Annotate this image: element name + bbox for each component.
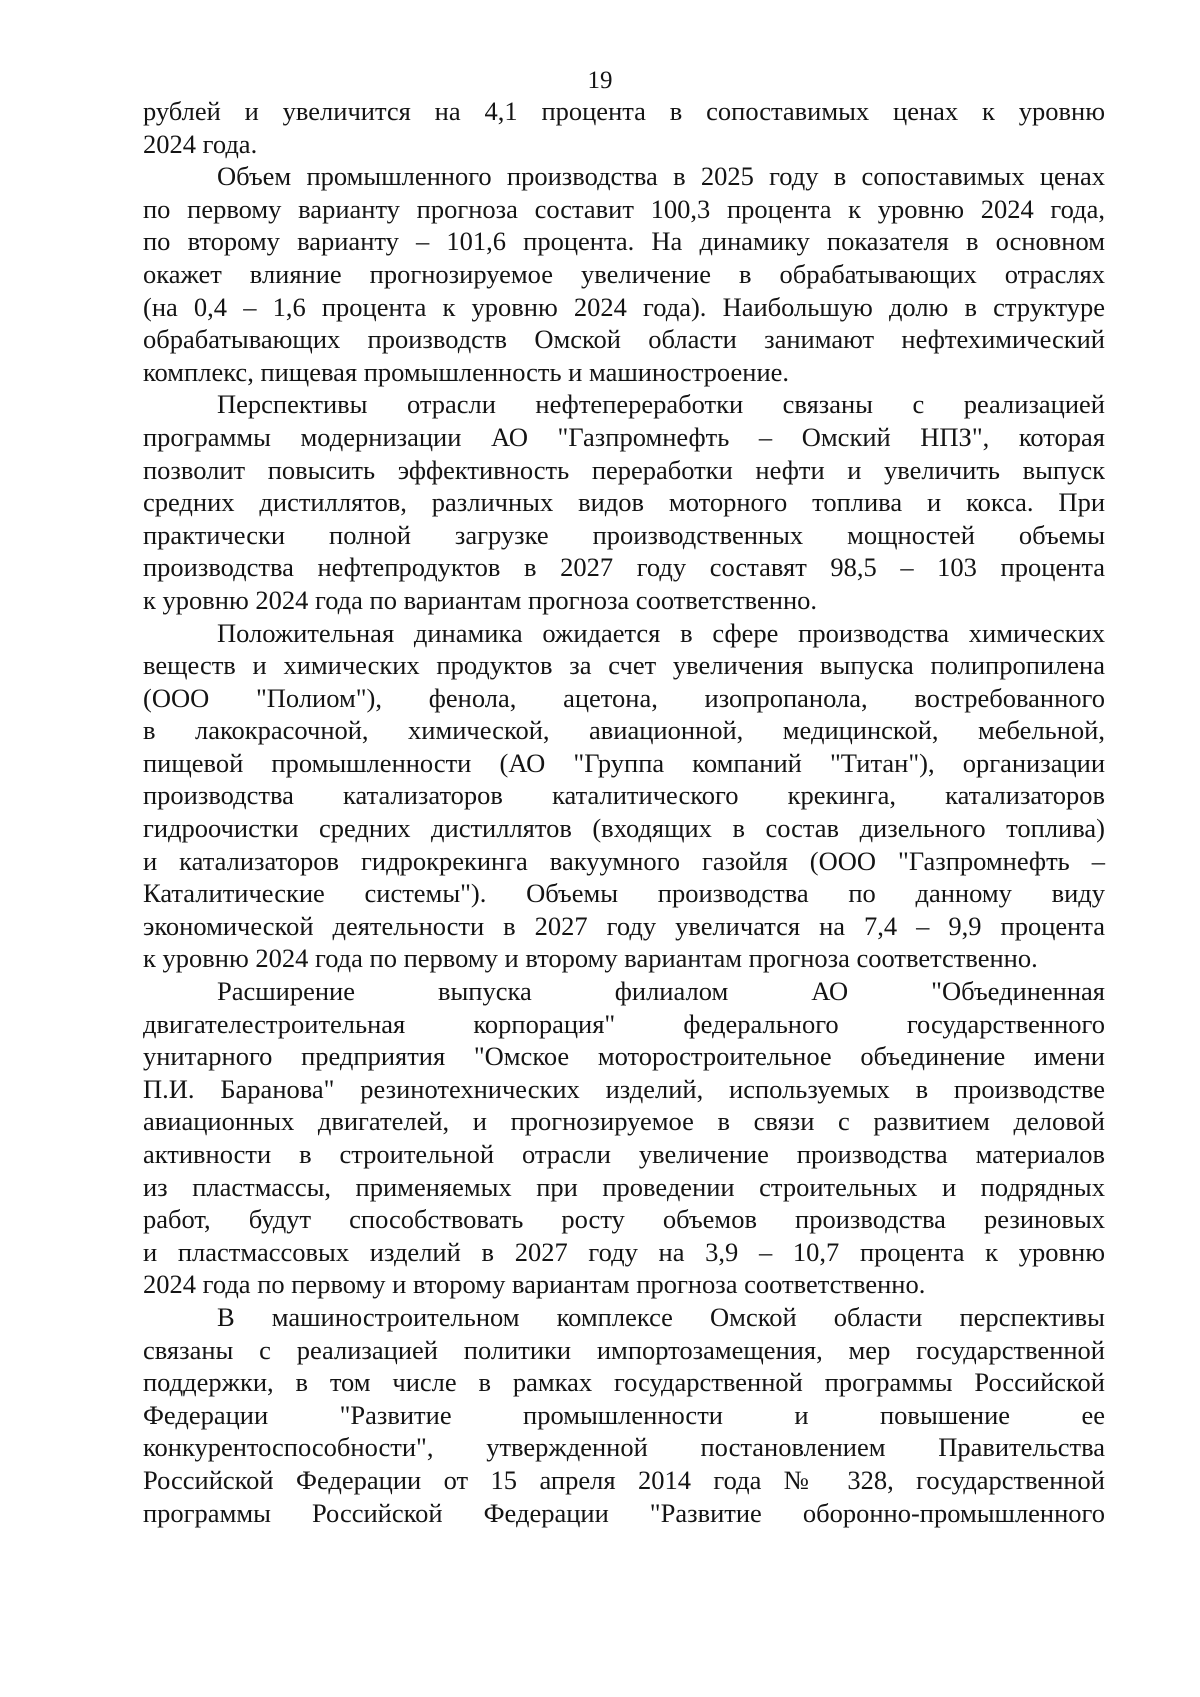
text-line: производства катализаторов каталитического крекинга, катализаторов [143,780,1105,811]
text-line: 2024 года по первому и второму вариантам прогноза соответственно. [143,1269,926,1300]
text-line: Объем промышленного производства в 2025 году в сопоставимых ценах [217,161,1105,192]
text-line: пищевой промышленности (АО "Группа компаний "Титан"), организации [143,747,1105,778]
text-line: практически полной загрузке производственных мощностей объемы [143,519,1105,550]
text-line: и пластмассовых изделий в 2027 году на 3,9 – 10,7 процента к уровню [143,1236,1105,1267]
text-line: и катализаторов гидрокрекинга вакуумного газойля (ООО "Газпромнефть – [143,845,1105,876]
text-line: окажет влияние прогнозируемое увеличение в обрабатывающих отраслях [143,258,1105,289]
text-line: программы модернизации АО "Газпромнефть – Омский НПЗ", которая [143,421,1105,452]
text-line: активности в строительной отрасли увеличение производства материалов [143,1139,1105,1169]
paragraph [143,388,1105,616]
text-line: Каталитические системы"). Объемы производства по данному виду [143,878,1105,909]
text-line: унитарного предприятия "Омское моторостроительное объединение имени [143,1041,1105,1072]
text-line: позволит повысить эффективность переработки нефти и увеличить выпуск [143,454,1105,485]
text-line: рублей и увеличится на 4,1 процента в сопоставимых ценах к уровню [143,96,1105,126]
page-number: 19 [587,67,613,94]
text-line: связаны с реализацией политики импортозамещения, мер государственной [143,1334,1105,1365]
text-line: из пластмассы, применяемых при проведении строительных и подрядных [143,1171,1105,1202]
text-line: Расширение выпуска филиалом АО "Объединенная [217,976,1105,1007]
text-line: обрабатывающих производств Омской области занимают нефтехимический [143,324,1105,355]
text-line: конкурентоспособности", утвержденной постановлением Правительства [143,1432,1105,1463]
paragraph [143,95,1105,160]
text-line: Российской Федерации от 15 апреля 2014 года № 328, государственной [143,1464,1105,1495]
text-line: работ, будут способствовать росту объемов производства резиновых [143,1204,1105,1235]
paragraph [143,617,1105,976]
paragraph [143,975,1105,1301]
text-line: производства нефтепродуктов в 2027 году составят 98,5 – 103 процента [143,552,1105,583]
text-line: средних дистиллятов, различных видов моторного топлива и кокса. При [143,487,1105,518]
document-body [143,95,1105,1529]
text-line: веществ и химических продуктов за счет увеличения выпуска полипропилена [143,650,1105,681]
text-line: (на 0,4 – 1,6 процента к уровню 2024 года). Наибольшую долю в структуре [143,291,1105,322]
text-line: к уровню 2024 года по вариантам прогноза соответственно. [143,584,818,615]
text-line: поддержки, в том числе в рамках государственной программы Российской [143,1367,1105,1398]
paragraph [143,160,1105,388]
text-line: 2024 года. [143,128,258,159]
text-line: двигателестроительная корпорация" федерального государственного [143,1008,1105,1039]
text-line: к уровню 2024 года по первому и второму вариантам прогноза соответственно. [143,943,1038,974]
text-line: экономической деятельности в 2027 году увеличатся на 7,4 – 9,9 процента [143,910,1105,941]
text-line: авиационных двигателей, и прогнозируемое в связи с развитием деловой [143,1106,1105,1137]
text-line: Положительная динамика ожидается в сфере производства химических [217,617,1105,648]
text-line: по второму варианту – 101,6 процента. На динамику показателя в основном [143,226,1105,257]
text-line: по первому варианту прогноза составит 100,3 процента к уровню 2024 года, [143,193,1105,224]
text-line: в лакокрасочной, химической, авиационной, медицинской, мебельной, [143,715,1105,746]
paragraph [143,1301,1105,1529]
text-line: В машиностроительном комплексе Омской области перспективы [217,1301,1105,1332]
text-line: программы Российской Федерации "Развитие оборонно-промышленного [143,1497,1105,1528]
text-line: П.И. Баранова" резинотехнических изделий, используемых в производстве [143,1073,1105,1104]
text-line: гидроочистки средних дистиллятов (входящих в состав дизельного топлива) [143,813,1105,844]
text-line: комплекс, пищевая промышленность и машиностроение. [143,356,790,387]
text-line: (ООО "Полиом"), фенола, ацетона, изопропанола, востребованного [143,682,1105,713]
text-line: Перспективы отрасли нефтепереработки связаны с реализацией [217,389,1105,420]
text-line: Федерации "Развитие промышленности и повышение ее [143,1399,1105,1430]
